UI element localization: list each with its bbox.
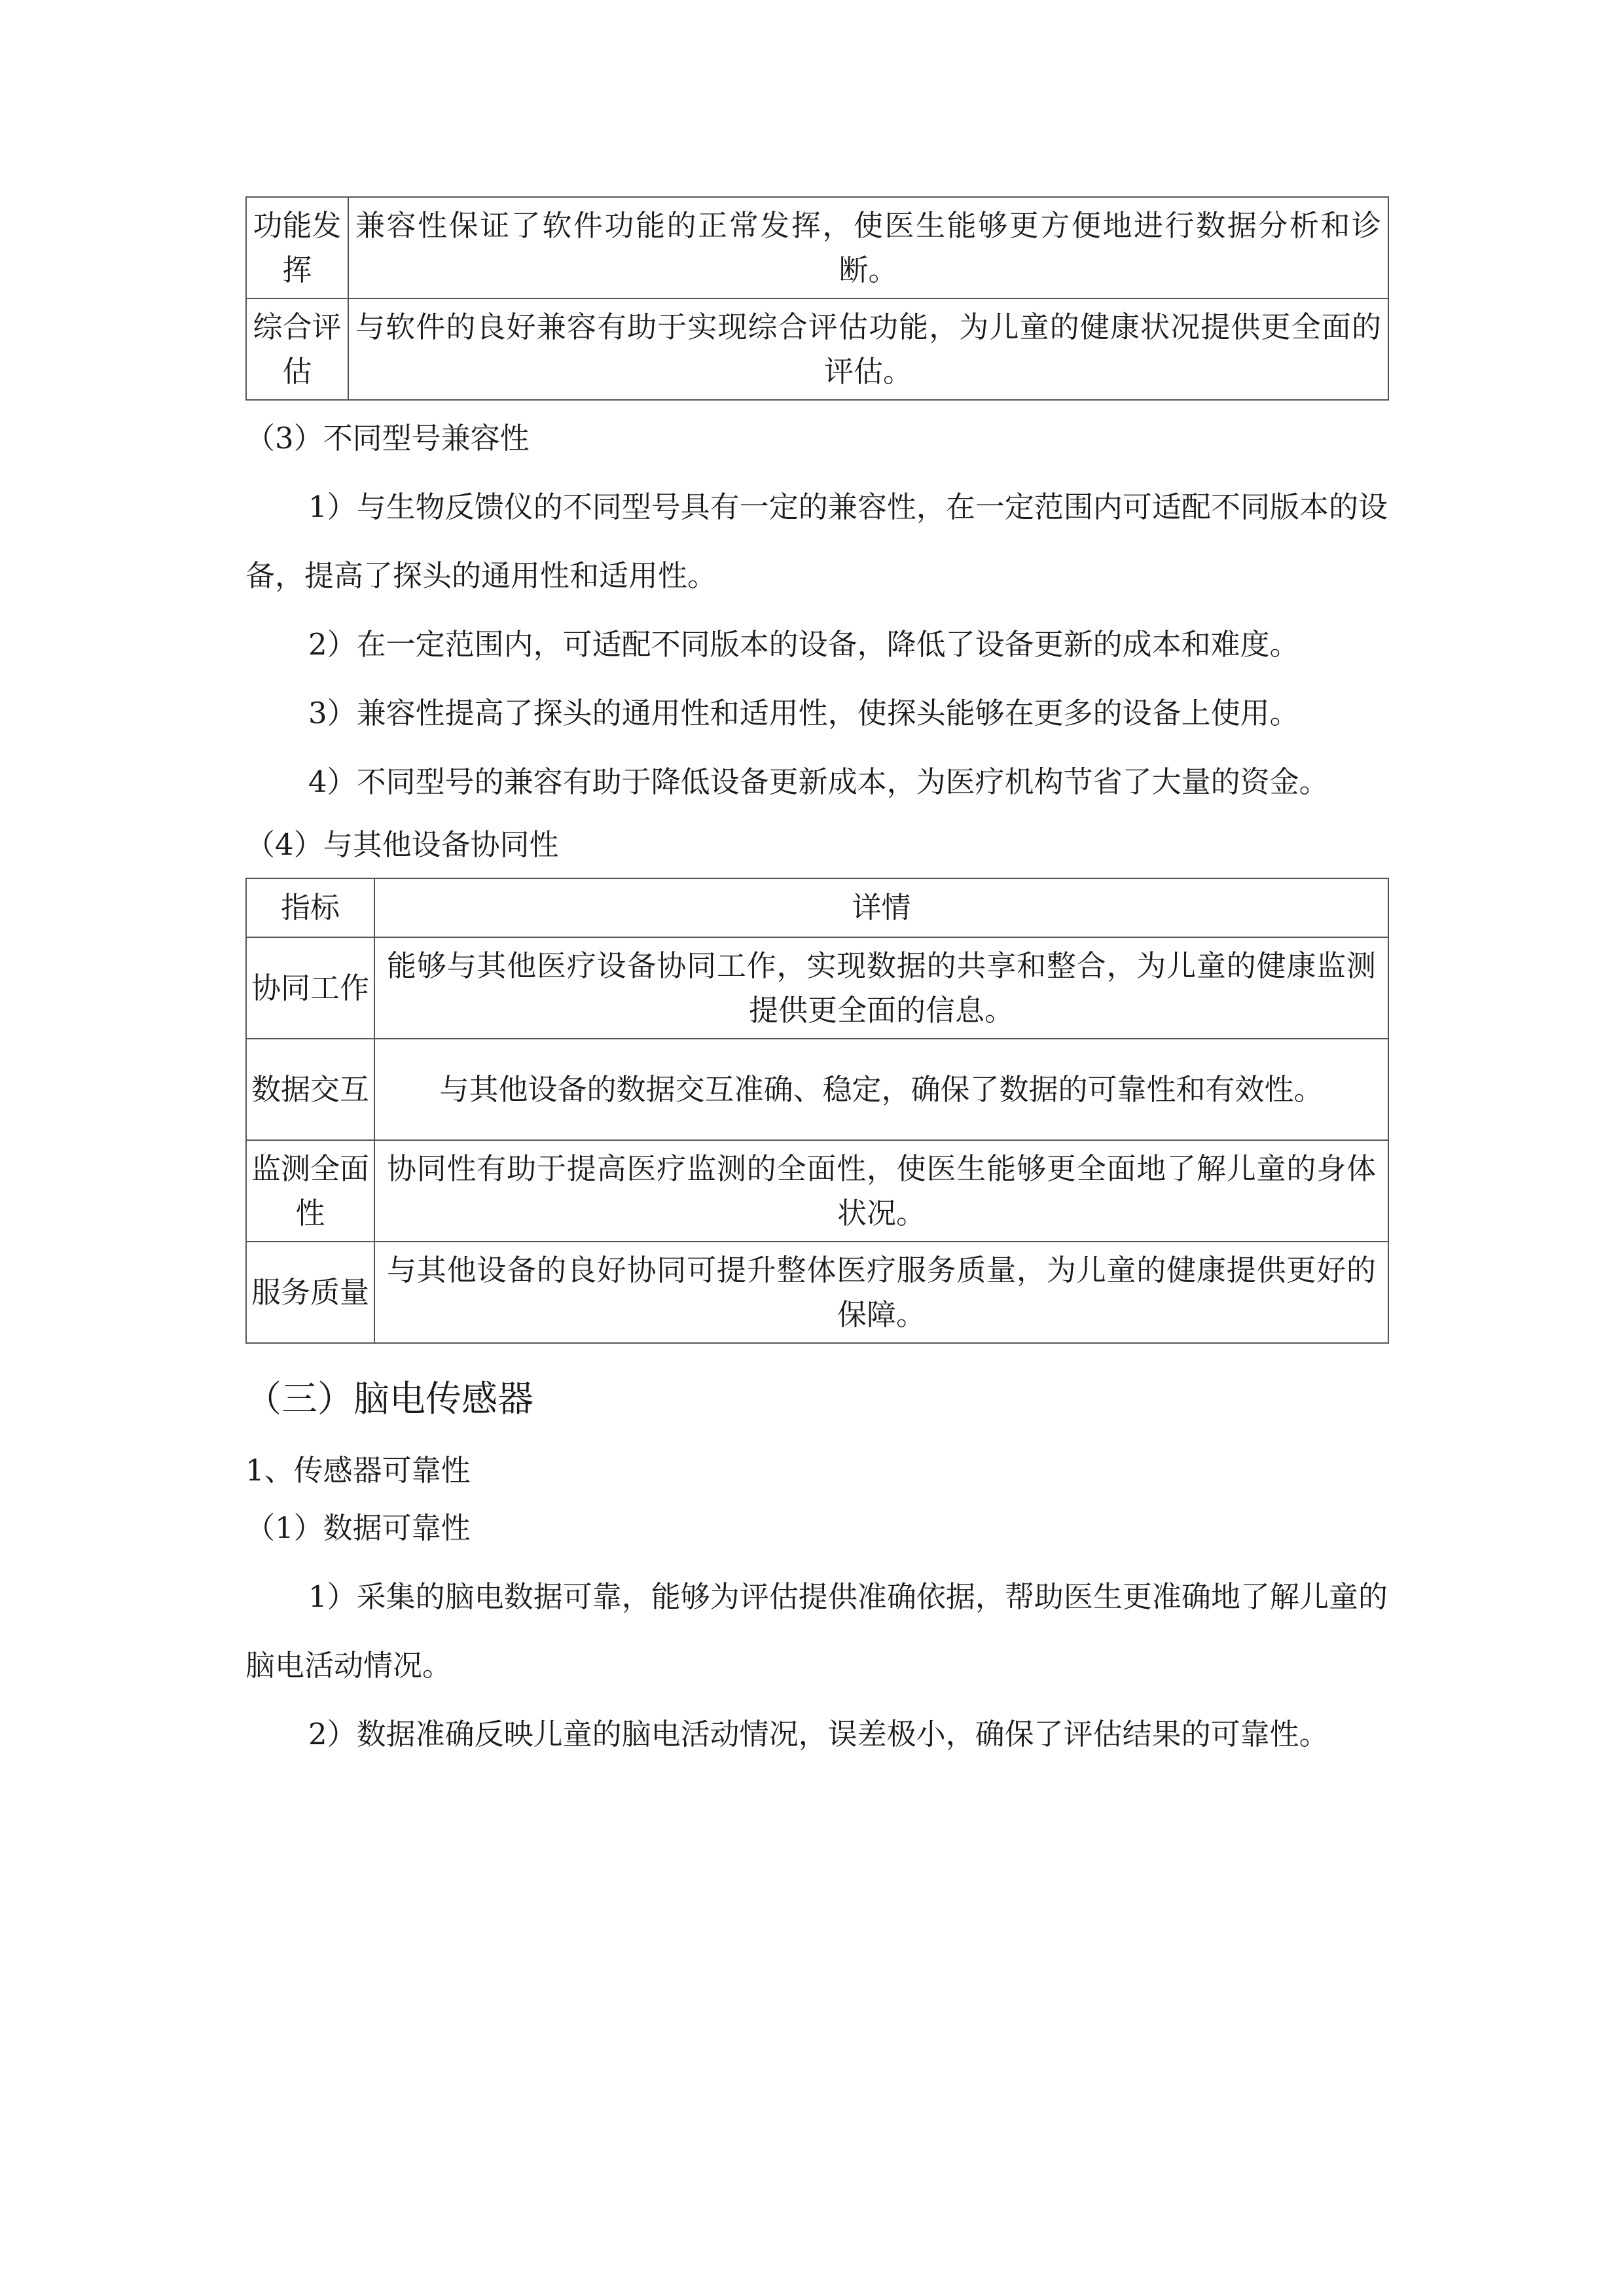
table-cell-detail: 协同性有助于提高医疗监测的全面性，使医生能够更全面地了解儿童的身体状况。	[374, 1140, 1388, 1242]
table-cell-indicator: 数据交互	[246, 1039, 374, 1140]
subsection-heading-data-reliability: （1）数据可靠性	[245, 1511, 471, 1545]
table-row	[246, 197, 1388, 298]
table-cell-detail: 与其他设备的良好协同可提升整体医疗服务质量，为儿童的健康提供更好的保障。	[374, 1242, 1388, 1343]
software-compatibility-table	[245, 196, 1389, 401]
table-cell-indicator: 协同工作	[246, 937, 374, 1039]
model-compatibility-list	[245, 473, 1388, 816]
subsection-heading-sensor-reliability: 1、传感器可靠性	[245, 1453, 471, 1488]
table-cell-indicator: 服务质量	[246, 1242, 374, 1343]
table-cell-detail: 兼容性保证了软件功能的正常发挥，使医生能够更方便地进行数据分析和诊断。	[348, 197, 1388, 298]
list-item: 3）兼容性提高了探头的通用性和适用性，使探头能够在更多的设备上使用。	[308, 696, 1299, 730]
device-synergy-table	[245, 878, 1389, 1344]
table-header-detail: 详情	[374, 878, 1388, 937]
table-header-indicator: 指标	[246, 878, 374, 937]
list-item: 1）与生物反馈仪的不同型号具有一定的兼容性，在一定范围内可适配不同版本的设备，提高了探头的通用性和适用性。	[245, 490, 1388, 593]
table-header-row	[246, 878, 1388, 937]
document-page	[245, 196, 1388, 1768]
list-item: 4）不同型号的兼容有助于降低设备更新成本，为医疗机构节省了大量的资金。	[308, 764, 1329, 799]
list-item: 2）在一定范围内，可适配不同版本的设备，降低了设备更新的成本和难度。	[308, 627, 1299, 662]
table-row	[246, 298, 1388, 400]
table-cell-indicator: 综合评估	[246, 298, 348, 400]
table-row	[246, 1039, 1388, 1140]
section-heading-eeg-sensor: （三）脑电传感器	[245, 1378, 534, 1420]
table-cell-detail: 与其他设备的数据交互准确、稳定，确保了数据的可靠性和有效性。	[374, 1039, 1388, 1140]
table-cell-indicator: 功能发挥	[246, 197, 348, 298]
subsection-heading-device-synergy: （4）与其他设备协同性	[245, 827, 559, 862]
table-cell-indicator: 监测全面性	[246, 1140, 374, 1242]
subsection-heading-model-compatibility: （3）不同型号兼容性	[245, 421, 530, 456]
table-row	[246, 937, 1388, 1039]
table-row	[246, 1140, 1388, 1242]
table-row	[246, 1242, 1388, 1343]
list-item: 1）采集的脑电数据可靠，能够为评估提供准确依据，帮助医生更准确地了解儿童的脑电活动情况。	[245, 1579, 1388, 1683]
table-cell-detail: 能够与其他医疗设备协同工作，实现数据的共享和整合，为儿童的健康监测提供更全面的信息。	[374, 937, 1388, 1039]
data-reliability-list	[245, 1562, 1388, 1768]
table-cell-detail: 与软件的良好兼容有助于实现综合评估功能，为儿童的健康状况提供更全面的评估。	[348, 298, 1388, 400]
list-item: 2）数据准确反映儿童的脑电活动情况，误差极小，确保了评估结果的可靠性。	[308, 1717, 1329, 1751]
